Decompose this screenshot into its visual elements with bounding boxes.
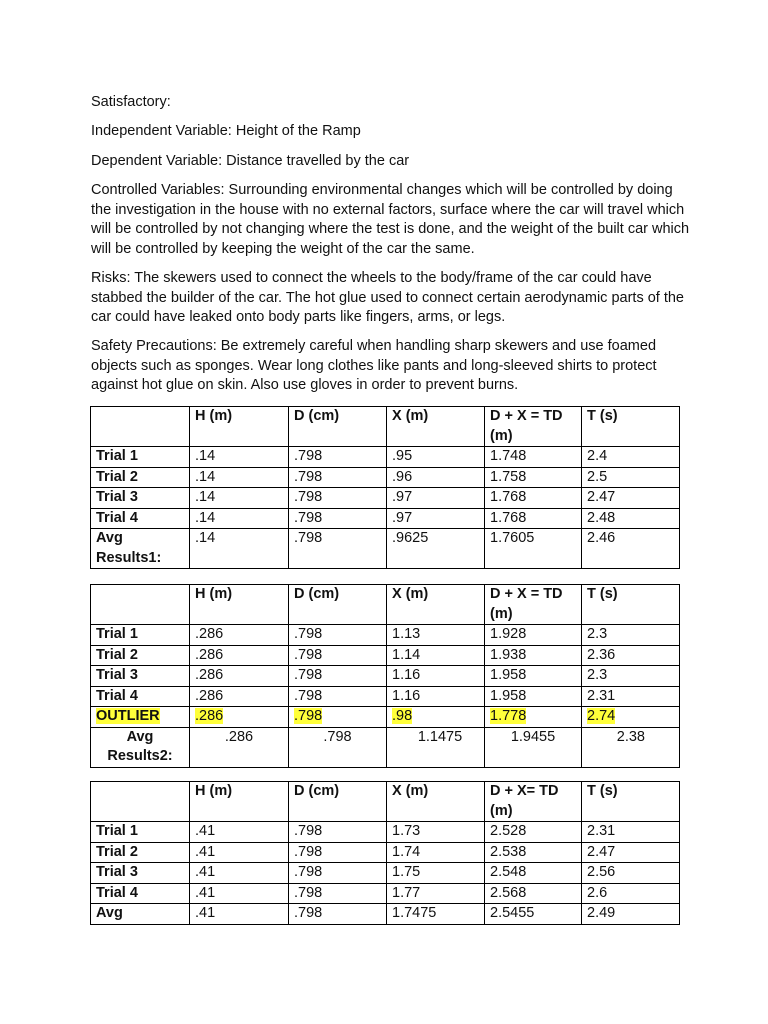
- table-cell: 2.38: [582, 727, 680, 767]
- table-cell: 1.16: [387, 666, 485, 687]
- table-cell: 1.1475: [387, 727, 485, 767]
- header-cell: D + X = TD (m): [485, 407, 582, 447]
- table-cell: .798: [289, 863, 387, 884]
- table-row: [91, 863, 680, 884]
- table-cell: .798: [289, 625, 387, 646]
- row-label: Avg Results2:: [91, 727, 190, 767]
- row-label: Trial 2: [91, 645, 190, 666]
- table-cell: 1.7605: [485, 529, 582, 569]
- table-cell: 1.9455: [485, 727, 582, 767]
- table-cell: 1.748: [485, 447, 582, 468]
- table-cell: .798: [289, 686, 387, 707]
- table-row-average: [91, 727, 680, 767]
- header-cell: H (m): [190, 585, 289, 625]
- table-cell: 2.36: [582, 645, 680, 666]
- table-cell: 2.538: [485, 842, 582, 863]
- table-header-row: [91, 782, 680, 822]
- header-cell: X (m): [387, 782, 485, 822]
- table-cell: 2.31: [582, 686, 680, 707]
- row-label: Trial 3: [91, 488, 190, 509]
- table-cell: .14: [190, 508, 289, 529]
- table-row: [91, 645, 680, 666]
- table-cell: 1.938: [485, 645, 582, 666]
- table-cell: .95: [387, 447, 485, 468]
- table-cell: [289, 707, 387, 728]
- table-cell: [190, 707, 289, 728]
- row-label: Trial 2: [91, 842, 190, 863]
- table-cell: 1.16: [387, 686, 485, 707]
- table-cell: .798: [289, 822, 387, 843]
- highlighted-text: OUTLIER: [96, 708, 160, 724]
- table-header-row: [91, 585, 680, 625]
- header-cell: X (m): [387, 407, 485, 447]
- table-row: [91, 842, 680, 863]
- table-cell: [582, 707, 680, 728]
- results-table-2: [90, 584, 680, 768]
- table-cell: .798: [289, 645, 387, 666]
- table-row: [91, 447, 680, 468]
- table-cell: 2.4: [582, 447, 680, 468]
- table-cell: 1.7475: [387, 904, 485, 925]
- table-cell: 1.75: [387, 863, 485, 884]
- table-cell: .798: [289, 727, 387, 767]
- row-label: Trial 2: [91, 467, 190, 488]
- table-cell: .14: [190, 447, 289, 468]
- table-cell: .798: [289, 883, 387, 904]
- table-cell: .798: [289, 488, 387, 509]
- satisfactory-heading: Satisfactory:: [91, 94, 171, 110]
- table-row: [91, 467, 680, 488]
- safety-precautions: Safety Precautions: Be extremely careful when handling sharp skewers and use foamed objects such as sponges. Wear long clothes like pants and long-sleeved shirts to protect against hot glue on skin. Also use gloves in order to prevent burns.: [91, 338, 657, 393]
- table-cell: .286: [190, 666, 289, 687]
- header-cell: H (m): [190, 407, 289, 447]
- table-cell: .798: [289, 508, 387, 529]
- header-cell: D + X= TD (m): [485, 782, 582, 822]
- table-cell: .798: [289, 447, 387, 468]
- header-cell: D + X = TD (m): [485, 585, 582, 625]
- table-cell: 1.74: [387, 842, 485, 863]
- table-cell: .41: [190, 822, 289, 843]
- table-row: [91, 488, 680, 509]
- controlled-variables: Controlled Variables: Surrounding environmental changes which will be controlled by doing the investigation in the house with no external factors, surface where the car will travel which will be controlled by not changing where the test is done, and the weight of the built car which will be controlled by keeping the weight of the car the same.: [91, 182, 690, 257]
- table-cell: 1.768: [485, 488, 582, 509]
- highlighted-text: 2.74: [587, 708, 616, 724]
- table-cell: 1.73: [387, 822, 485, 843]
- highlighted-text: .798: [294, 708, 323, 724]
- table-cell: 1.77: [387, 883, 485, 904]
- results-table-3: [90, 781, 680, 925]
- table-cell: 1.14: [387, 645, 485, 666]
- table-cell: 2.47: [582, 488, 680, 509]
- highlighted-text: 1.778: [490, 708, 527, 724]
- table-cell: .41: [190, 863, 289, 884]
- table-row-average: [91, 529, 680, 569]
- table-row: [91, 508, 680, 529]
- table-cell: .96: [387, 467, 485, 488]
- outlier-label: [91, 707, 190, 728]
- independent-variable: Independent Variable: Height of the Ramp: [91, 123, 361, 139]
- table-cell: .798: [289, 666, 387, 687]
- table-cell: [485, 707, 582, 728]
- table-cell: .286: [190, 645, 289, 666]
- header-cell: [91, 782, 190, 822]
- table-header-row: [91, 407, 680, 447]
- table-cell: 1.13: [387, 625, 485, 646]
- row-label: Avg Results1:: [91, 529, 190, 569]
- table-cell: .798: [289, 529, 387, 569]
- table-row: [91, 822, 680, 843]
- table-cell: .798: [289, 467, 387, 488]
- table-cell: 2.548: [485, 863, 582, 884]
- header-cell: X (m): [387, 585, 485, 625]
- table-cell: .14: [190, 529, 289, 569]
- row-label: Trial 4: [91, 508, 190, 529]
- table-cell: .41: [190, 842, 289, 863]
- table-cell: 1.958: [485, 666, 582, 687]
- table-cell: 1.928: [485, 625, 582, 646]
- table-row: [91, 686, 680, 707]
- table-row-outlier: [91, 707, 680, 728]
- table-cell: .286: [190, 625, 289, 646]
- table-cell: 2.3: [582, 625, 680, 646]
- table-cell: .286: [190, 727, 289, 767]
- table-cell: 2.3: [582, 666, 680, 687]
- highlighted-text: .286: [195, 708, 224, 724]
- table-cell: 1.958: [485, 686, 582, 707]
- table-cell: .14: [190, 488, 289, 509]
- row-label: Trial 1: [91, 447, 190, 468]
- table-cell: 2.46: [582, 529, 680, 569]
- row-label: Avg: [91, 904, 190, 925]
- table-cell: .41: [190, 904, 289, 925]
- table-cell: 1.768: [485, 508, 582, 529]
- results-table-1: [90, 406, 680, 569]
- table-cell: 1.758: [485, 467, 582, 488]
- table-cell: 2.47: [582, 842, 680, 863]
- table-cell: 2.5455: [485, 904, 582, 925]
- table-cell: .97: [387, 508, 485, 529]
- table-row: [91, 883, 680, 904]
- table-cell: 2.5: [582, 467, 680, 488]
- table-cell: 2.6: [582, 883, 680, 904]
- header-cell: D (cm): [289, 585, 387, 625]
- dependent-variable: Dependent Variable: Distance travelled by the car: [91, 153, 410, 169]
- row-label: Trial 1: [91, 822, 190, 843]
- table-cell: .97: [387, 488, 485, 509]
- table-cell: 2.568: [485, 883, 582, 904]
- header-cell: D (cm): [289, 782, 387, 822]
- header-cell: D (cm): [289, 407, 387, 447]
- table-row: [91, 625, 680, 646]
- row-label: Trial 1: [91, 625, 190, 646]
- risks-paragraph: Risks: The skewers used to connect the wheels to the body/frame of the car could have stabbed the builder of the car. The hot glue used to connect certain aerodynamic parts of the car could have leaked onto body parts like fingers, arms, or legs.: [91, 270, 684, 325]
- header-cell: T (s): [582, 407, 680, 447]
- highlighted-text: .98: [392, 708, 413, 724]
- table-cell: 2.56: [582, 863, 680, 884]
- header-cell: H (m): [190, 782, 289, 822]
- header-cell: T (s): [582, 782, 680, 822]
- table-row: [91, 666, 680, 687]
- row-label: Trial 3: [91, 863, 190, 884]
- table-row-average: [91, 904, 680, 925]
- table-cell: 2.31: [582, 822, 680, 843]
- header-cell: [91, 407, 190, 447]
- table-cell: 2.49: [582, 904, 680, 925]
- row-label: Trial 3: [91, 666, 190, 687]
- table-cell: 2.48: [582, 508, 680, 529]
- table-cell: .798: [289, 842, 387, 863]
- header-cell: T (s): [582, 585, 680, 625]
- header-cell: [91, 585, 190, 625]
- row-label: Trial 4: [91, 883, 190, 904]
- table-cell: 2.528: [485, 822, 582, 843]
- table-cell: .41: [190, 883, 289, 904]
- row-label: Trial 4: [91, 686, 190, 707]
- table-cell: [387, 707, 485, 728]
- table-cell: .14: [190, 467, 289, 488]
- table-cell: .798: [289, 904, 387, 925]
- table-cell: .286: [190, 686, 289, 707]
- table-cell: .9625: [387, 529, 485, 569]
